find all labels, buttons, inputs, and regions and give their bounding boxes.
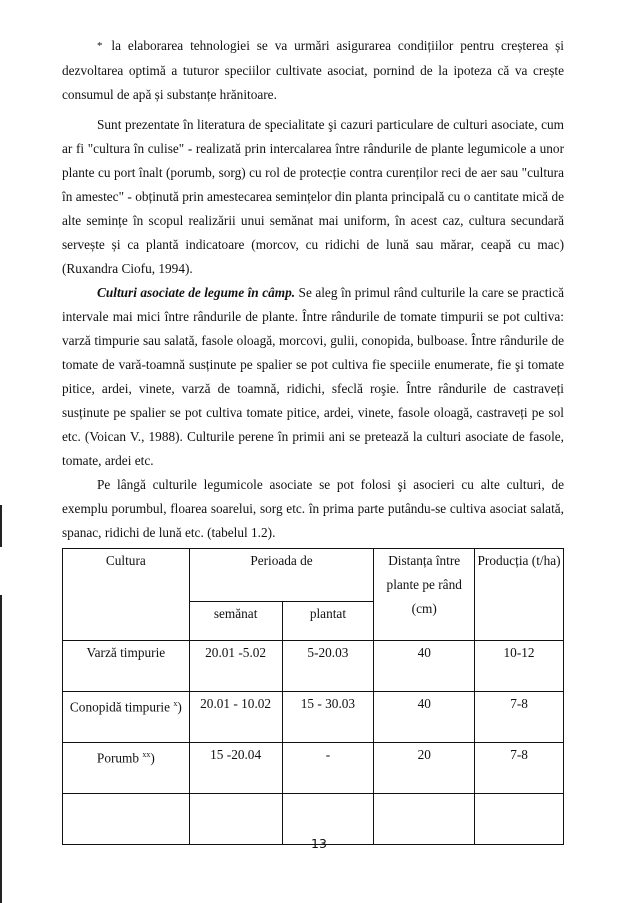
cell-sowing: 20.01 -5.02: [189, 641, 282, 692]
cell-distance: 40: [374, 641, 475, 692]
cell-crop: Varză timpurie: [63, 641, 190, 692]
margin-mark-lower: [0, 595, 2, 903]
table-row: [63, 692, 564, 743]
table-row: [63, 743, 564, 794]
cell-distance: 40: [374, 692, 475, 743]
cell-planting: -: [282, 743, 374, 794]
header-crop: Cultura: [63, 549, 190, 641]
paragraph-3-text: Se aleg în primul rând culturile la care se practică intervale mai mici între rândurile de plante. Între rândurile de tomate timpurii se pot cultiva: varză timpurie sau salată, fasole oloagă, morcovi, gulii, conopida, bulboase. Între rândurile de tomate de vară-toamnă susținute pe spalier se pot cultiva fie speciile enumerate, fie şi tomate pitice, ardei, vinete, varză de toamnă, ridichi, sfeclă roşie. Între rândurile de castraveți susținute pe spalier se pot cultiva tomate pitice, ardei, vinete, fasole oloagă, castraveți pe sol etc. (Voican V., 1988). Culturile perene în primii ani se pretează la culturi asociate de fasole, tomate, ardei etc.: [62, 285, 564, 468]
cell-planting: 15 - 30.03: [282, 692, 374, 743]
header-period: Perioada de: [189, 549, 374, 602]
margin-mark-upper: [0, 505, 2, 547]
cell-sowing: 15 -20.04: [189, 743, 282, 794]
cell-planting: 5-20.03: [282, 641, 374, 692]
header-distance-line1: Distanța între: [388, 553, 461, 568]
footnote-mark: x: [173, 699, 178, 708]
cell-distance: 20: [374, 743, 475, 794]
header-distance-unit: (cm): [411, 601, 437, 616]
footnote-mark: xx: [142, 750, 151, 759]
cell-crop: Porumb $^{xx}$): [63, 743, 190, 794]
table-row: [63, 641, 564, 692]
section-title: Culturi asociate de legume în câmp.: [97, 285, 296, 300]
cell-production: 7-8: [475, 692, 564, 743]
page-number: 13: [311, 836, 327, 851]
table-header-row: [63, 549, 564, 602]
bullet-asterisk: *: [97, 40, 103, 52]
header-distance-line2: plante pe rând: [386, 577, 462, 592]
paragraph-1-text: la elaborarea tehnologiei se va urmări asigurarea condițiilor pentru creșterea și dezvoltarea optimă a tuturor speciilor cultivate asociat, pornind de la ipoteza că va crește consumul de apă și substanțe hrănitoare.: [62, 38, 564, 102]
cell-production: 10-12: [475, 641, 564, 692]
paragraph-4: Pe lângă culturile legumicole asociate se pot folosi şi asocieri cu alte culturi, de exemplu porumbul, floarea soarelui, sorg etc. în prima parte putându-se cultiva asociat salată, spanac, ridichi de lună etc. (tabelul 1.2).: [62, 477, 564, 540]
cell-production: 7-8: [475, 743, 564, 794]
cell-crop: Conopidă timpurie $^x$): [63, 692, 190, 743]
header-planting: plantat: [282, 602, 374, 641]
header-production: Producția (t/ha): [475, 549, 564, 641]
paragraph-2: Sunt prezentate în literatura de specialitate şi cazuri particulare de culturi asociate, cum ar fi "cultura în culise" - realizată prin intercalarea între rândurile de plante legumicole a unor plante cu port înalt (porumb, sorg) cu rol de protecție contra curenților reci de aer sau "cultura în amestec" - obținută prin amestecarea semințelor din planta principală cu o cantitate mică de alte semințe în scopul realizării unui semănat mai uniform, în acest caz, cultura secundară servește și ca plantă indicatoare (morcov, cu ridichi de lună sau mărar, ceapă cu mac) (Ruxandra Ciofu, 1994).: [62, 117, 564, 276]
header-sowing: semănat: [189, 602, 282, 641]
document-page: [62, 34, 564, 845]
paragraph-3: [62, 281, 564, 473]
culture-table: [62, 548, 564, 845]
header-distance: [374, 549, 475, 641]
paragraph-1: [62, 34, 564, 107]
cell-sowing: 20.01 - 10.02: [189, 692, 282, 743]
